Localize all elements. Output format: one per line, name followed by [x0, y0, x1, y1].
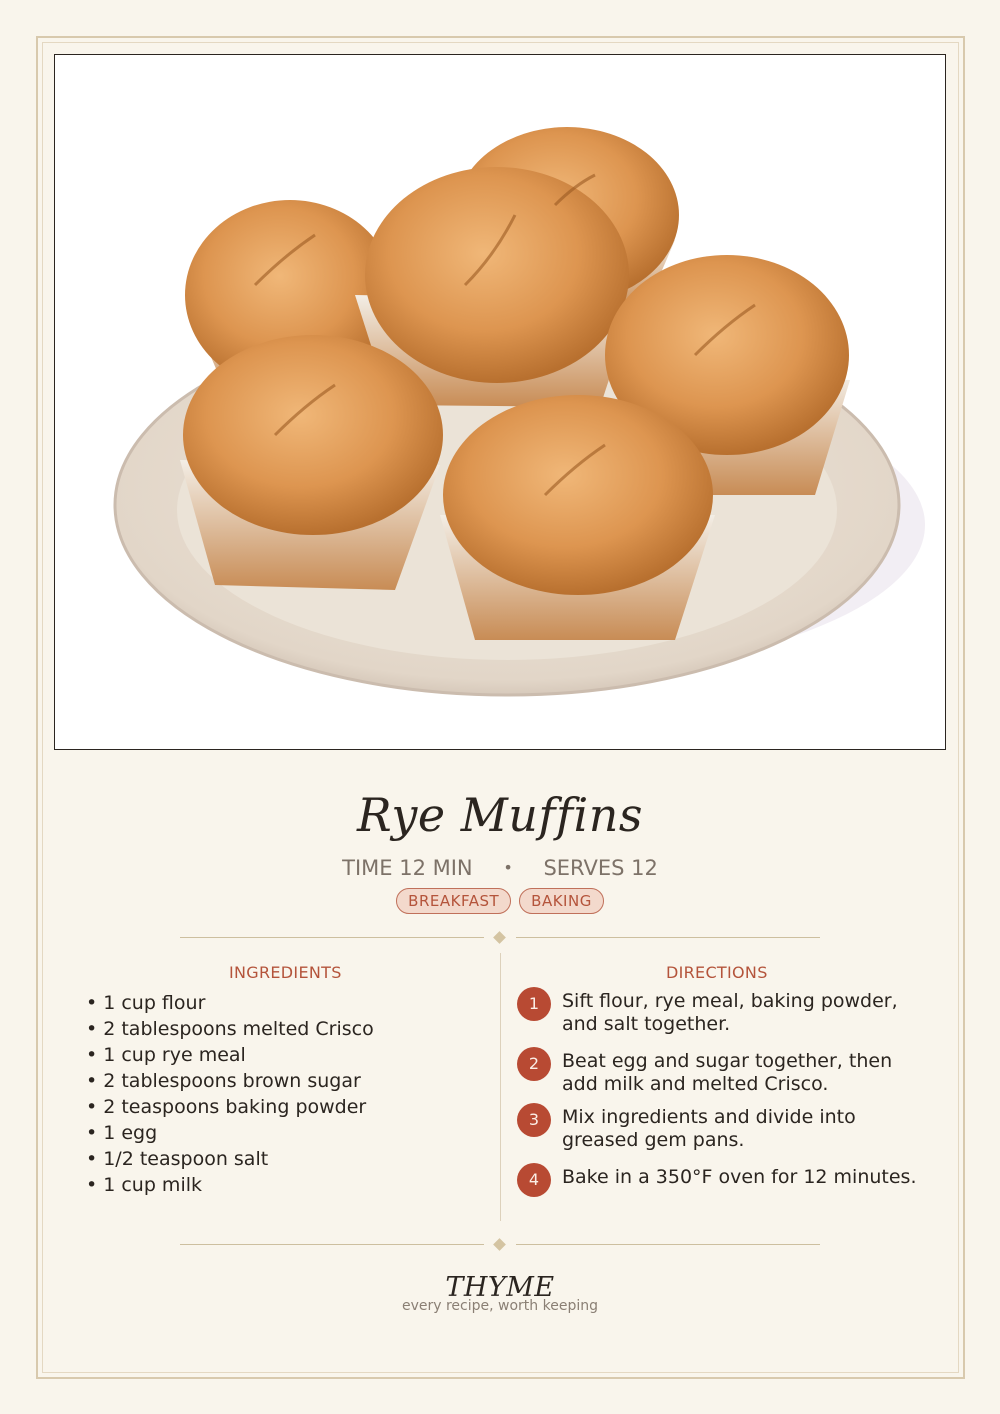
meta-separator: •	[503, 858, 513, 877]
recipe-serves: SERVES 12	[543, 856, 658, 880]
diamond-ornament	[493, 1238, 506, 1251]
ingredient-item: • 1/2 teaspoon salt	[86, 1146, 374, 1172]
step-text: Mix ingredients and divide into greased gem pans.	[562, 1106, 856, 1151]
ingredient-item: • 1 cup rye meal	[86, 1042, 374, 1068]
ingredient-item: • 2 tablespoons melted Crisco	[86, 1016, 374, 1042]
tag-breakfast[interactable]: BREAKFAST	[396, 888, 511, 914]
ingredient-item: • 2 tablespoons brown sugar	[86, 1068, 374, 1094]
step-text: Sift flour, rye meal, baking powder, and salt together.	[562, 990, 898, 1035]
ingredients-heading: INGREDIENTS	[229, 963, 342, 982]
step-text: Bake in a 350°F oven for 12 minutes.	[562, 1166, 917, 1188]
step-number-badge: 3	[517, 1103, 551, 1137]
brand-tagline: every recipe, worth keeping	[401, 1298, 598, 1314]
muffin-front-right	[440, 395, 715, 640]
divider-bottom	[180, 1239, 820, 1251]
step-text: Beat egg and sugar together, then add milk and melted Crisco.	[562, 1050, 893, 1095]
step-number-badge: 4	[517, 1163, 551, 1197]
recipe-time: TIME 12 MIN	[342, 856, 473, 880]
muffins-illustration	[55, 55, 946, 750]
ingredient-item: • 2 teaspoons baking powder	[86, 1094, 374, 1120]
recipe-meta	[0, 856, 1000, 880]
step-number-badge: 2	[517, 1047, 551, 1081]
column-divider	[500, 953, 501, 1221]
muffin-front-left	[180, 335, 443, 590]
ingredients-list	[86, 990, 374, 1198]
ingredient-item: • 1 cup milk	[86, 1172, 374, 1198]
ingredient-item: • 1 egg	[86, 1120, 374, 1146]
recipe-title: Rye Muffins	[357, 788, 643, 842]
tag-list	[0, 888, 1000, 914]
diamond-ornament	[493, 931, 506, 944]
ingredient-item: • 1 cup flour	[86, 990, 374, 1016]
step-number-badge: 1	[517, 987, 551, 1021]
recipe-photo	[54, 54, 946, 750]
tag-baking[interactable]: BAKING	[519, 888, 604, 914]
directions-heading: DIRECTIONS	[666, 963, 768, 982]
brand-logo: THYME	[445, 1272, 555, 1303]
divider-top	[180, 932, 820, 944]
